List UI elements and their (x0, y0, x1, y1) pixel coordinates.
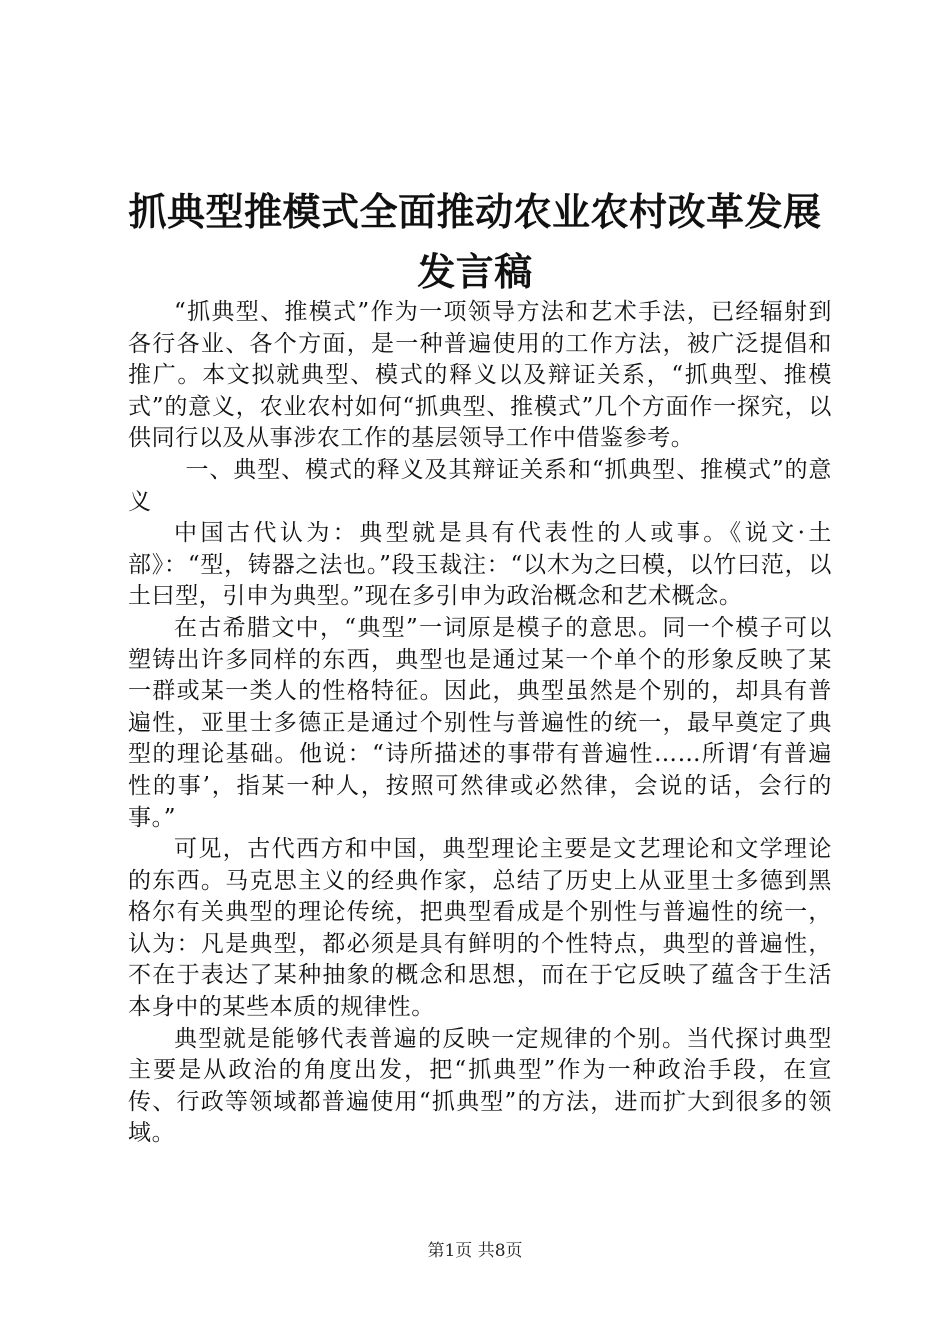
paragraph-intro: “抓典型、推模式”作为一项领导方法和艺术手法，已经辐射到各行各业、各个方面，是一种普遍使用的工作方法，被广泛提倡和推广。本文拟就典型、模式的释义以及辩证关系，“抓典型、推模式”的意义，农业农村如何“抓典型、推模式”几个方面作一探究，以供同行以及从事涉农工作的基层领导工作中借鉴参考。 (128, 299, 832, 452)
paragraph-modern-usage: 典型就是能够代表普遍的反映一定规律的个别。当代探讨典型主要是从政治的角度出发，把“抓典型”作为一种政治手段，在宣传、行政等领域都普遍使用“抓典型”的方法，进而扩大到很多的领域。 (128, 1025, 832, 1147)
paragraph-marxist-theory: 可见，古代西方和中国，典型理论主要是文艺理论和文学理论的东西。马克思主义的经典作家，总结了历史上从亚里士多德到黑格尔有关典型的理论传统，把典型看成是个别性与普遍性的统一，认为：凡是典型，都必须是具有鲜明的个性特点，典型的普遍性，不在于表达了某种抽象的概念和思想，而在于它反映了蕴含于生活本身中的某些本质的规律性。 (128, 836, 832, 1021)
page-footer: 第1页 共8页 (427, 1241, 523, 1261)
document-title: 抓典型推模式全面推动农业农村改革发展发言稿 (128, 190, 822, 294)
paragraph-chinese-definition: 中国古代认为：典型就是具有代表性的人或事。《说文·土部》：“型，铸器之法也。”段玉裁注：“以木为之曰模，以竹曰范，以土曰型，引申为典型。”现在多引申为政治概念和艺术概念。 (128, 520, 832, 610)
document-body (128, 297, 832, 1150)
paragraph-greek-definition: 在古希腊文中，“典型”一词原是模子的意思。同一个模子可以塑铸出许多同样的东西，典型也是通过某一个单个的形象反映了某一群或某一类人的性格特征。因此，典型虽然是个别的，却具有普遍性，亚里士多德正是通过个别性与普遍性的统一，最早奠定了典型的理论基础。他说：“诗所描述的事带有普遍性……所谓‘有普遍性的事’，指某一种人，按照可然律或必然律，会说的话，会行的事。” (128, 614, 832, 831)
section-heading-1: 一、典型、模式的释义及其辩证关系和“抓典型、推模式”的意义 (128, 456, 832, 515)
